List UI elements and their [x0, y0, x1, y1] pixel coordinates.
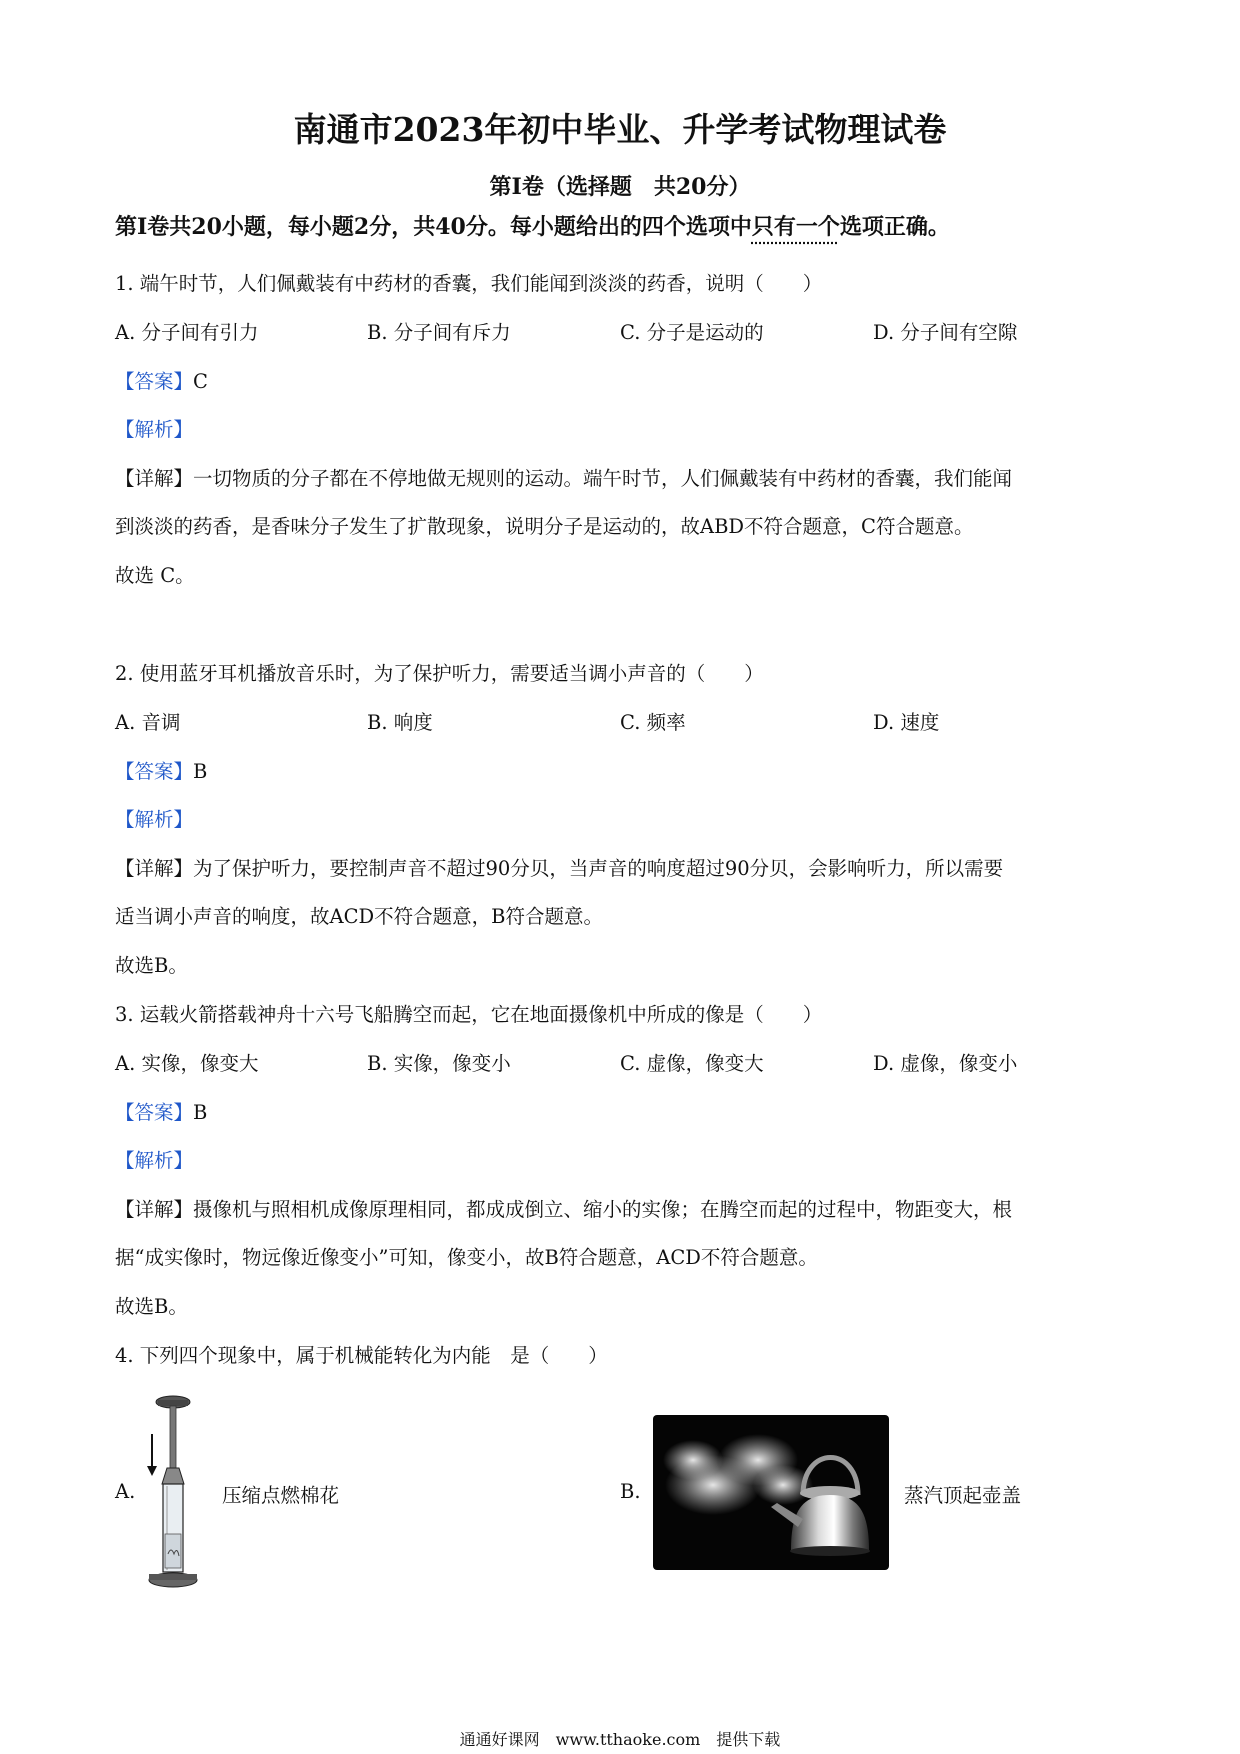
q2-answer: [115, 756, 207, 784]
q2-answer-value: B: [193, 760, 208, 783]
q3-conclusion: 故选B。: [115, 1295, 188, 1318]
q3-detail-line2: 据“成实像时，物远像近像变小”可知，像变小，故B符合题意，ACD不符合题意。: [115, 1246, 818, 1269]
q3-analysis-label: 【解析】: [115, 1149, 194, 1172]
detail-label: 【详解】: [115, 1198, 194, 1221]
q4-option-b-text: 蒸汽顶起壶盖: [904, 1484, 1022, 1507]
q1-conclusion: 故选 C。: [115, 564, 195, 587]
answer-label: 【答案】: [115, 760, 194, 783]
q1-option-d: D. 分子间有空隙: [873, 321, 1018, 344]
steaming-kettle-icon: [653, 1415, 889, 1570]
q2-option-d: D. 速度: [873, 711, 940, 734]
answer-label: 【答案】: [115, 1101, 194, 1124]
q1-detail-text: 一切物质的分子都在不停地做无规则的运动。端午时节，人们佩戴装有中药材的香囊，我们能闻: [193, 467, 1013, 490]
q3-option-a: A. 实像，像变大: [115, 1052, 259, 1075]
q2-option-c: C. 频率: [620, 711, 686, 734]
q4-stem: 4. 下列四个现象中，属于机械能转化为内能 是（ ）: [115, 1344, 608, 1367]
q2-stem: 2. 使用蓝牙耳机播放音乐时，为了保护听力，需要适当调小声音的（ ）: [115, 662, 764, 685]
detail-label: 【详解】: [115, 857, 194, 880]
q1-analysis-label: 【解析】: [115, 418, 194, 441]
compression-cylinder-icon: [138, 1394, 208, 1594]
instruction-emphasis: 只有一个: [751, 214, 840, 240]
q4-option-a-text: 压缩点燃棉花: [222, 1484, 340, 1507]
q3-detail-text: 摄像机与照相机成像原理相同，都成成倒立、缩小的实像；在腾空而起的过程中，物距变大，根: [193, 1198, 1013, 1221]
q2-conclusion: 故选B。: [115, 954, 188, 977]
section-instruction: [115, 210, 950, 241]
q4-option-a-letter: A.: [115, 1480, 136, 1503]
q3-option-c: C. 虚像，像变大: [620, 1052, 764, 1075]
q2-detail-text: 为了保护听力，要控制声音不超过90分贝，当声音的响度超过90分贝，会影响听力，所以需要: [193, 857, 1004, 880]
section-title: 第Ⅰ卷（选择题 共20分）: [489, 174, 751, 200]
q3-option-d: D. 虚像，像变小: [873, 1052, 1018, 1075]
steam-kettle-photo: [653, 1415, 889, 1570]
q2-analysis-label: 【解析】: [115, 808, 194, 831]
q1-option-c: C. 分子是运动的: [620, 321, 764, 344]
q2-detail-line2: 适当调小声音的响度，故ACD不符合题意，B符合题意。: [115, 905, 603, 928]
exam-title: 南通市2023年初中毕业、升学考试物理试卷: [293, 110, 947, 149]
q3-answer-value: B: [193, 1101, 208, 1124]
instruction-main: 第Ⅰ卷共20小题，每小题2分，共40分。每小题给出的四个选项中: [115, 214, 752, 240]
q3-stem: 3. 运载火箭搭载神舟十六号飞船腾空而起，它在地面摄像机中所成的像是（ ）: [115, 1003, 823, 1026]
detail-label: 【详解】: [115, 467, 194, 490]
q4-option-b-letter: B.: [620, 1480, 641, 1503]
q1-answer-value: C: [193, 370, 208, 393]
compression-cylinder-figure: [138, 1394, 208, 1598]
page-footer: 通通好课网 www.tthaoke.com 提供下载: [459, 1730, 781, 1749]
q2-detail-line1: [115, 853, 1003, 881]
q3-answer: [115, 1097, 207, 1125]
q1-option-b: B. 分子间有斥力: [367, 321, 511, 344]
q2-option-a: A. 音调: [115, 711, 181, 734]
q2-option-b: B. 响度: [367, 711, 433, 734]
answer-label: 【答案】: [115, 370, 194, 393]
q1-answer: [115, 366, 208, 394]
q3-detail-line1: [115, 1194, 1012, 1222]
q1-detail-line2: 到淡淡的药香，是香味分子发生了扩散现象，说明分子是运动的，故ABD不符合题意，C符合题意。: [115, 515, 974, 538]
q3-option-b: B. 实像，像变小: [367, 1052, 511, 1075]
q1-stem: 1. 端午时节，人们佩戴装有中药材的香囊，我们能闻到淡淡的药香，说明（ ）: [115, 272, 823, 295]
q1-detail-line1: [115, 463, 1012, 491]
instruction-tail: 选项正确。: [839, 214, 950, 240]
q1-option-a: A. 分子间有引力: [115, 321, 259, 344]
